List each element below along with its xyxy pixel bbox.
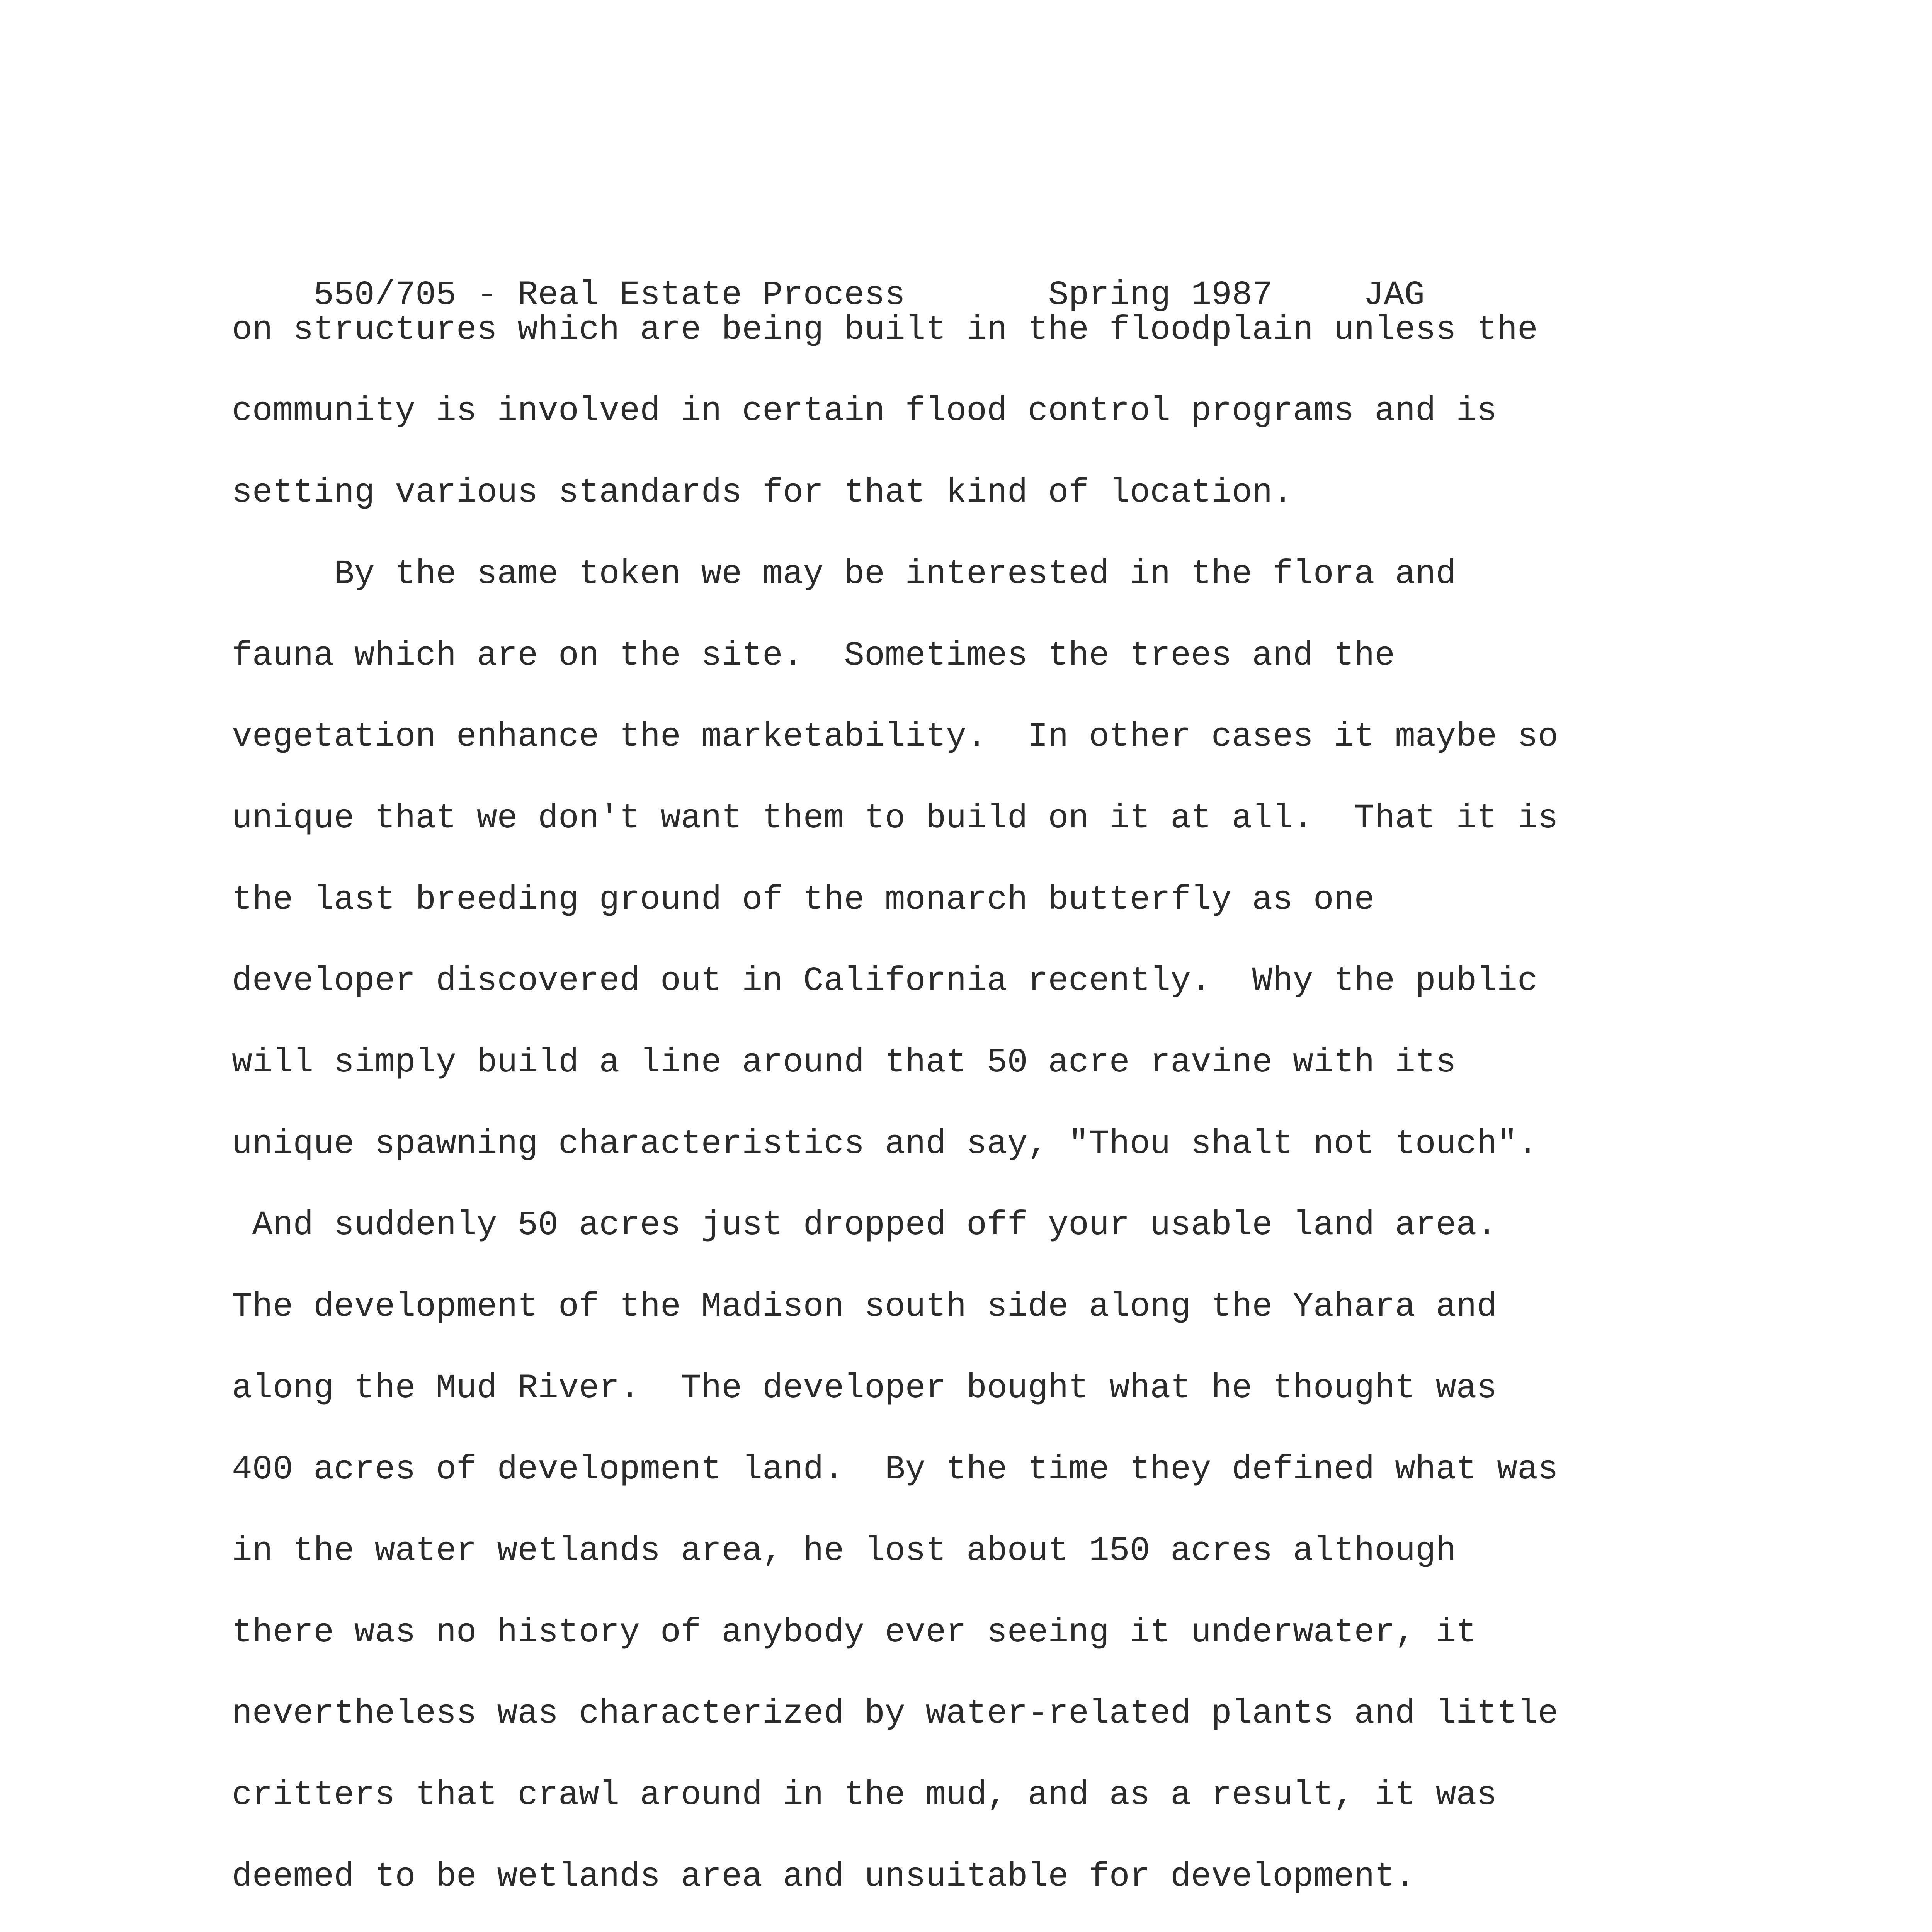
header-course: 550/705 - Real Estate Process [313,276,905,315]
body-line: And suddenly 50 acres just dropped off your usable land area. [232,1206,1497,1245]
body-line: The development of the Madison south side along the Yahara and [232,1288,1497,1326]
body-line: unique spawning characteristics and say, "Thou shalt not touch". [232,1125,1538,1163]
body-line: community is involved in certain flood control programs and is [232,392,1497,430]
body-line: along the Mud River. The developer bought what he thought was [232,1369,1497,1408]
body-line: on structures which are being built in the floodplain unless the [232,311,1538,349]
body-line: fauna which are on the site. Sometimes the trees and the [232,637,1395,675]
body-line: 400 acres of development land. By the time they defined what was [232,1451,1558,1489]
body-line: nevertheless was characterized by water-related plants and little [232,1695,1558,1733]
header-term: Spring 1987 [1048,276,1273,315]
header-initials: JAG [1363,276,1425,315]
body-line: developer discovered out in California recently. Why the public [232,962,1538,1000]
body-line: the last breeding ground of the monarch butterfly as one [232,881,1375,919]
body-line: critters that crawl around in the mud, and as a result, it was [232,1776,1497,1815]
body-line: there was no history of anybody ever seeing it underwater, it [232,1614,1477,1652]
body-line: By the same token we may be interested in the flora and [232,555,1456,594]
body-line: setting various standards for that kind of location. [232,474,1293,512]
body-line: in the water wetlands area, he lost about 150 acres although [232,1532,1456,1570]
body-line: will simply build a line around that 50 acre ravine with its [232,1044,1456,1082]
body-line: vegetation enhance the marketability. In other cases it maybe so [232,718,1558,756]
body-line: unique that we don't want them to build on it at all. That it is [232,799,1558,838]
body-line: deemed to be wetlands area and unsuitable for development. [232,1858,1415,1896]
